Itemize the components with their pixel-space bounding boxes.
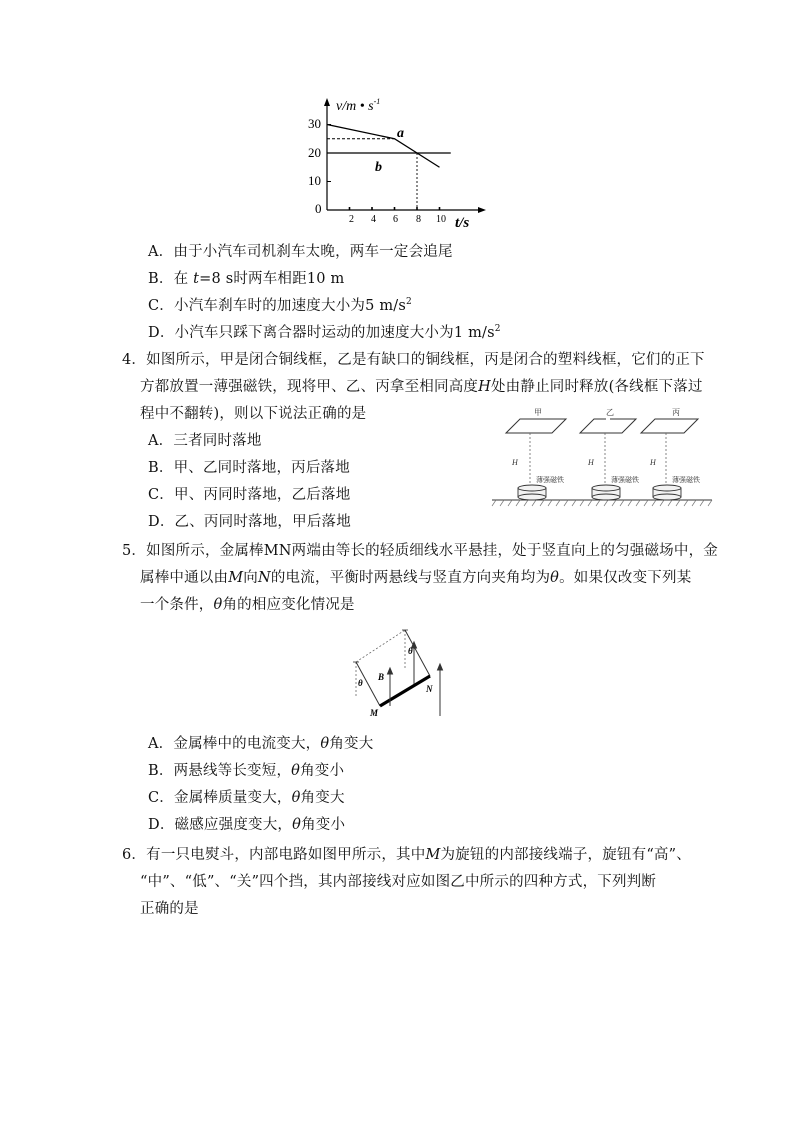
- q5-stem-line1: 5．如图所示，金属棒MN两端由等长的轻质细线水平悬挂，处于竖直向上的匀强磁场中，金: [122, 543, 718, 559]
- magnet-jia: [518, 485, 546, 500]
- magnet-yi: [592, 485, 620, 500]
- magnet-label-jia: 薄强磁铁: [536, 476, 564, 484]
- q4-option-d: D．乙、丙同时落地，甲后落地: [148, 514, 351, 530]
- metal-rod-mn: [380, 676, 430, 706]
- x-tick-label: 2: [349, 214, 354, 225]
- series-a-label: a: [397, 126, 404, 141]
- q5-option-d: D．磁感应强度变大，θ角变小: [148, 817, 346, 833]
- q3-option-a: A．由于小汽车司机刹车太晚，两车一定会追尾: [148, 244, 453, 260]
- height-label-bing: H: [650, 458, 656, 467]
- y-tick-labels: [308, 116, 322, 216]
- vertical-reference-lines: [356, 630, 405, 696]
- q5-option-c: C．金属棒质量变大，θ角变大: [148, 790, 345, 806]
- frame-label-jia: 甲: [534, 408, 542, 417]
- x-axis-arrow: [478, 207, 486, 213]
- q5-figure: [350, 624, 450, 724]
- q3-option-b: B．在 t=8 s时两车相距10 m: [148, 271, 345, 287]
- q4-option-a: A．三者同时落地: [148, 433, 262, 449]
- y-tick-label: 10: [308, 173, 321, 188]
- q5-option-a: A．金属棒中的电流变大，θ角变大: [148, 736, 374, 752]
- height-label-jia: H: [512, 458, 518, 467]
- magnet-label-yi: 薄强磁铁: [611, 476, 639, 484]
- q4-stem-line1: 4．如图所示，甲是闭合铜线框，乙是有缺口的铜线框，丙是闭合的塑料线框，它们的正下: [122, 352, 705, 368]
- q3-option-c: C．小汽车刹车时的加速度大小为5 $m/s^2$: [148, 297, 412, 314]
- series-b-label: b: [375, 160, 382, 175]
- x-tick-label: 10: [436, 214, 446, 225]
- x-axis-label: t/s: [455, 215, 470, 231]
- vt-axes: [327, 104, 480, 210]
- label-theta-right: θ: [408, 646, 413, 656]
- y-axis-arrow: [324, 98, 330, 106]
- q3-option-d: D．小汽车只踩下离合器时运动的加速度大小为1 $m/s^2$: [148, 324, 501, 341]
- label-theta-left: θ: [358, 678, 363, 688]
- q4-option-b: B．甲、乙同时落地，丙后落地: [148, 460, 350, 476]
- y-tick-label: 0: [315, 201, 322, 216]
- frame-yi: [580, 419, 636, 433]
- q6-stem-line2: “中”、“低”、“关”四个挡，其内部接线对应如图乙中所示的四种方式，下列判断: [140, 874, 657, 890]
- x-tick-label: 4: [371, 214, 376, 225]
- ground-hatching: [492, 500, 712, 506]
- q4-stem-line2: 方都放置一薄强磁铁，现将甲、乙、丙拿至相同高度H处由静止同时释放(各线框下落过: [140, 379, 703, 395]
- y-tick-label: 20: [308, 145, 321, 160]
- q6-stem-line1: 6．有一只电熨斗，内部电路如图甲所示，其中M为旋钮的内部接线端子，旋钮有“高”、: [122, 847, 691, 863]
- x-tick-labels: [349, 214, 446, 225]
- q4-option-c: C．甲、丙同时落地，乙后落地: [148, 487, 351, 503]
- magnet-bing: [653, 485, 681, 500]
- x-tick-label: 8: [416, 214, 421, 225]
- frame-bing: [641, 419, 698, 433]
- x-tick-label: 6: [393, 214, 398, 225]
- q4-stem-line3: 程中不翻转)，则以下说法正确的是: [140, 406, 367, 422]
- magnet-label-bing: 薄强磁铁: [672, 476, 700, 484]
- y-axis-label: v/m • $s^{-1}$: [336, 97, 381, 114]
- frame-jia: [506, 419, 566, 433]
- q5-option-b: B．两悬线等长变短，θ角变小: [148, 763, 345, 779]
- frame-label-bing: 丙: [672, 408, 680, 417]
- label-n: N: [426, 684, 433, 694]
- series-a-line: [327, 125, 440, 168]
- magnetic-field-arrows: [388, 642, 443, 716]
- label-b: B: [378, 672, 385, 682]
- frame-label-yi: 乙: [606, 408, 614, 417]
- q5-stem-line3: 一个条件，θ角的相应变化情况是: [140, 597, 355, 613]
- q5-stem-line2: 属棒中通以由M向N的电流，平衡时两悬线与竖直方向夹角均为θ。如果仅改变下列某: [140, 570, 692, 586]
- vt-graph: [305, 92, 490, 237]
- label-m: M: [370, 708, 379, 718]
- q4-figure: [490, 405, 715, 510]
- height-label-yi: H: [588, 458, 594, 467]
- suspension-threads: [356, 630, 430, 706]
- y-tick-label: 30: [308, 116, 321, 131]
- q6-stem-line3: 正确的是: [140, 901, 199, 917]
